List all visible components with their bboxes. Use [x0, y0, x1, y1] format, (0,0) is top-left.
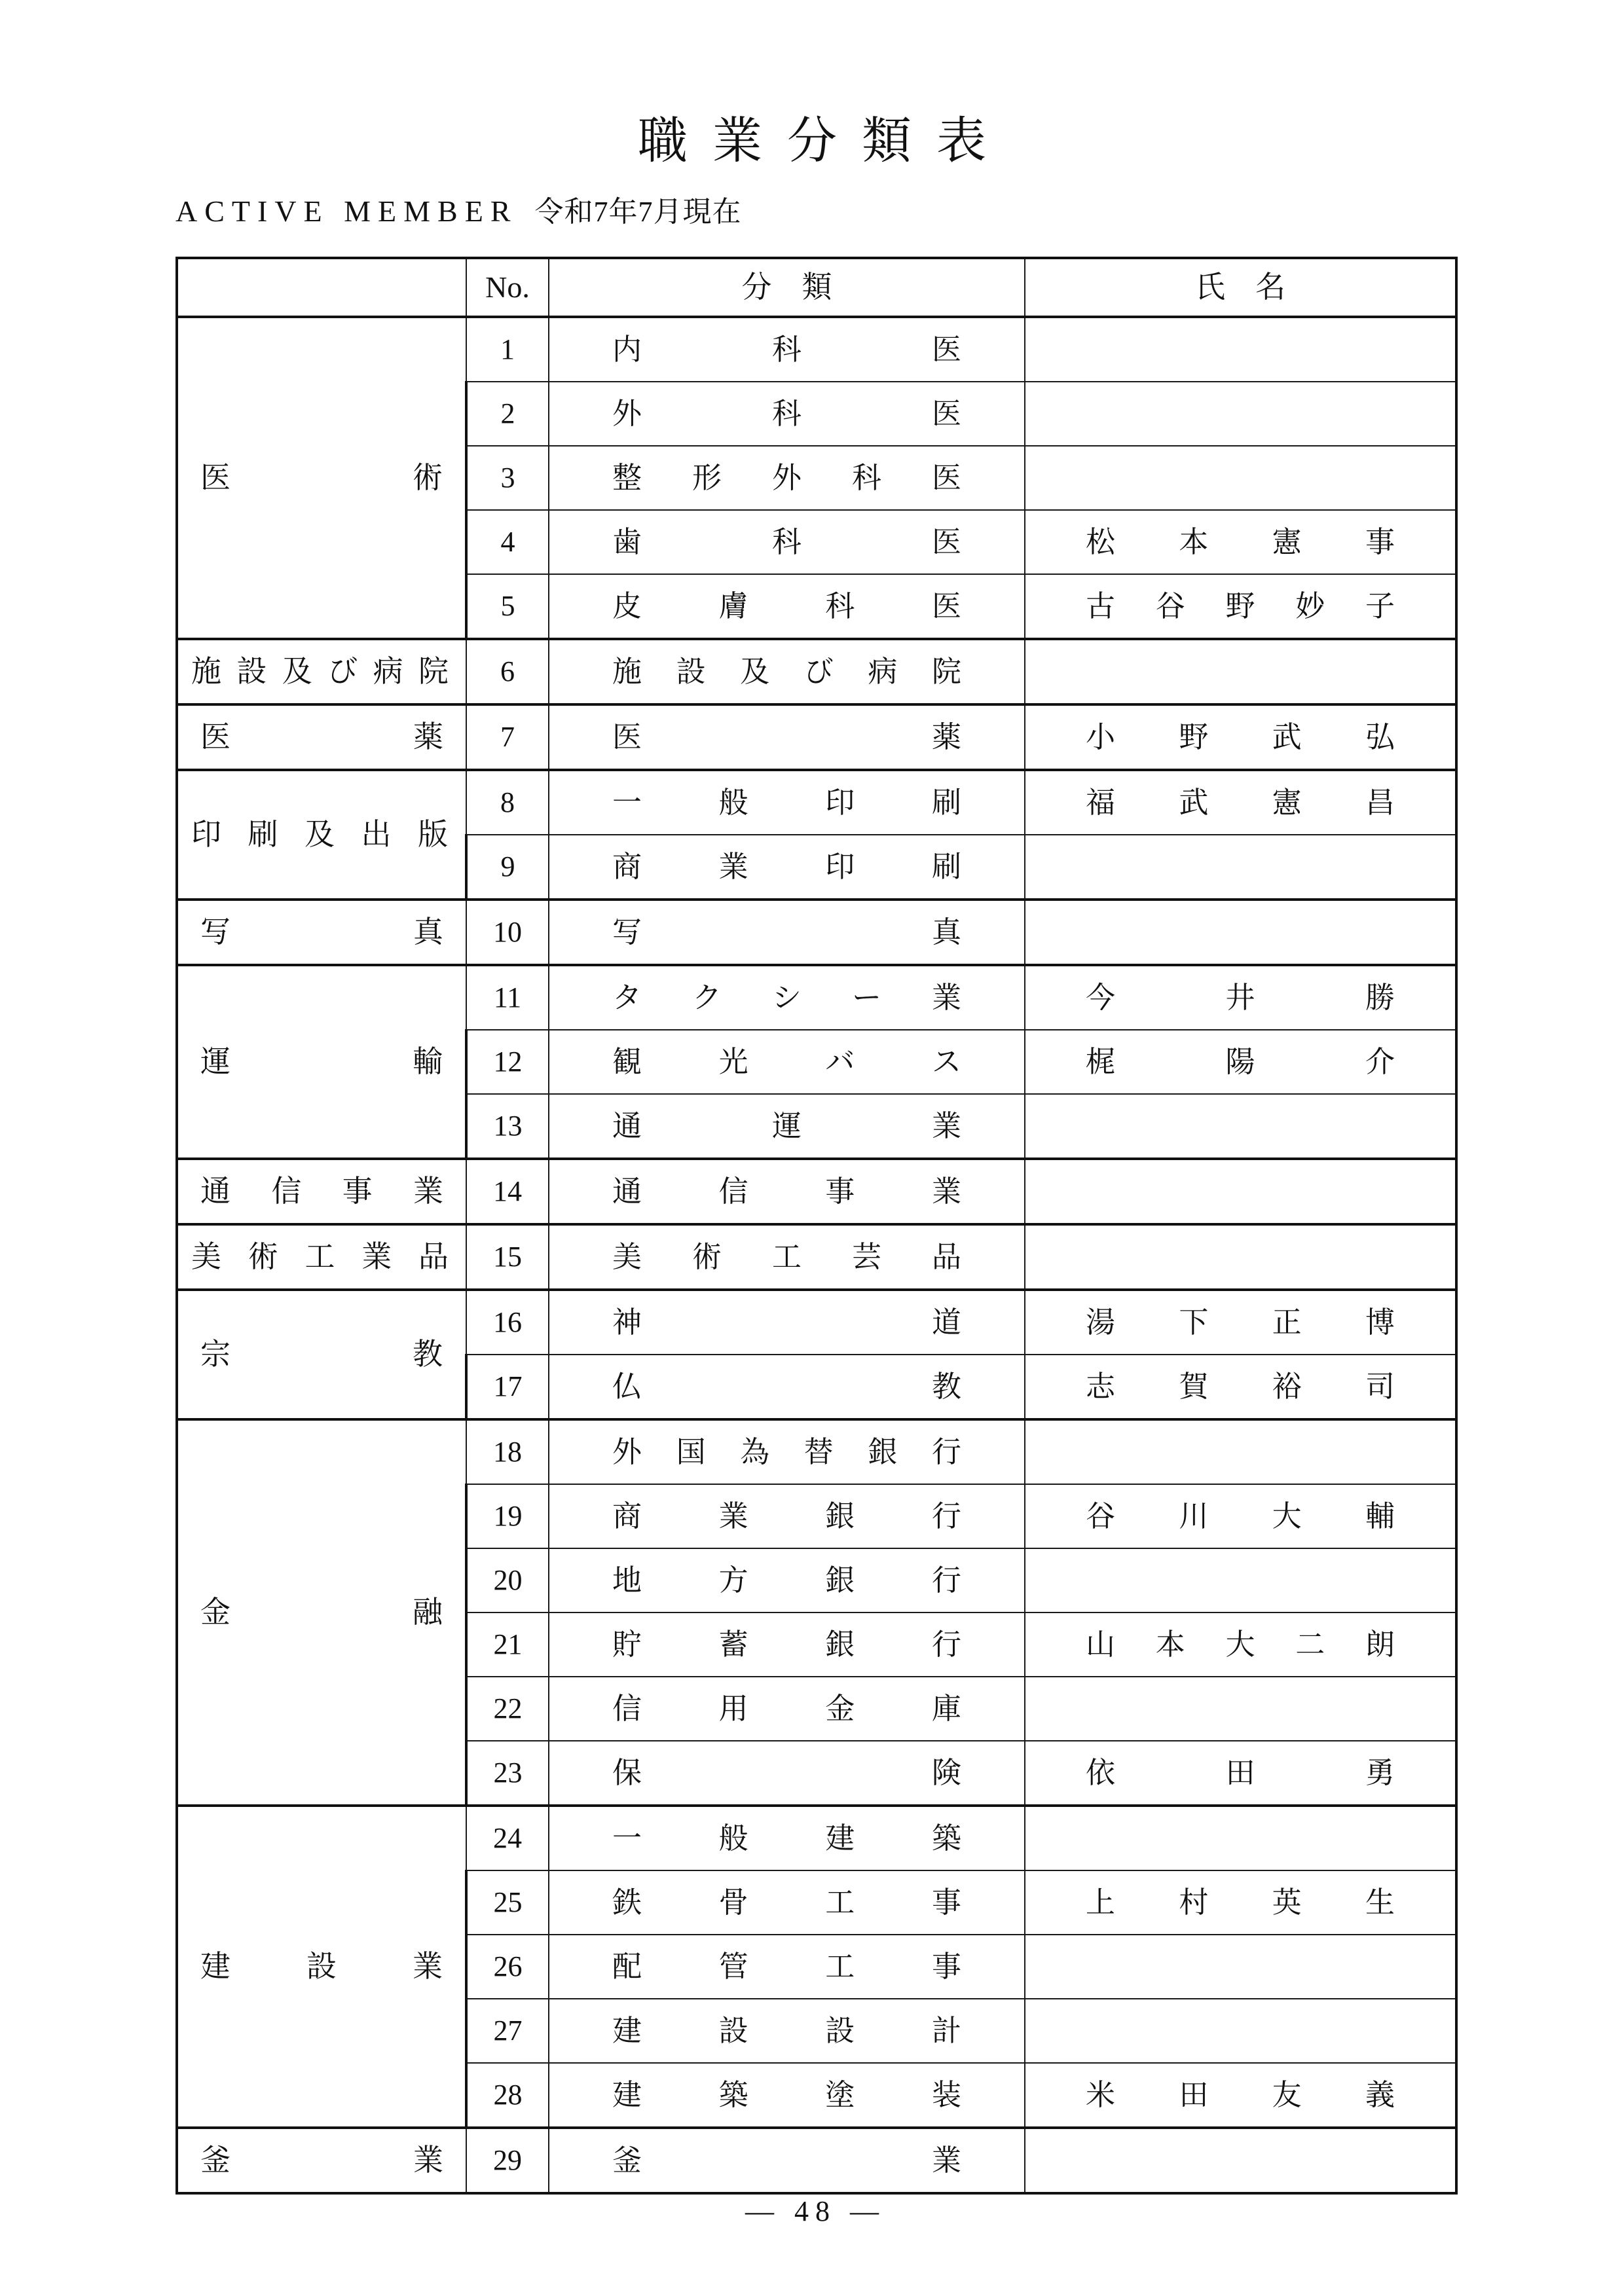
- row-classification: 施設及び病院: [549, 639, 1025, 704]
- row-number: 27: [466, 1999, 549, 2063]
- row-number: 9: [466, 835, 549, 900]
- row-classification: 整形外科医: [549, 446, 1025, 510]
- row-classification: 通運業: [549, 1094, 1025, 1159]
- table-row: [177, 2128, 1456, 2193]
- subtitle-date: 令和7年7月現在: [534, 196, 742, 228]
- row-name: 小野武弘: [1025, 704, 1456, 770]
- group-label-6: 通信事業: [177, 1159, 466, 1224]
- row-classification: 仏教: [549, 1355, 1025, 1419]
- row-name: [1025, 835, 1456, 900]
- row-classification: 外科医: [549, 382, 1025, 446]
- subtitle: [175, 196, 742, 227]
- row-name: 福武憲昌: [1025, 770, 1456, 835]
- group-label-11: 釜業: [177, 2128, 466, 2193]
- group-label-0: 医術: [177, 317, 466, 639]
- header-no: No.: [466, 258, 549, 317]
- row-number: 1: [466, 317, 549, 382]
- group-label-1: 施設及び病院: [177, 639, 466, 704]
- header-name: 氏名: [1025, 258, 1456, 317]
- row-classification: 写真: [549, 900, 1025, 965]
- row-number: 19: [466, 1484, 549, 1548]
- row-name: [1025, 446, 1456, 510]
- row-classification: 信用金庫: [549, 1677, 1025, 1741]
- row-name: 米田友義: [1025, 2063, 1456, 2128]
- row-classification: 内科医: [549, 317, 1025, 382]
- table-row: [177, 900, 1456, 965]
- row-name: 湯下正博: [1025, 1290, 1456, 1355]
- row-number: 7: [466, 704, 549, 770]
- table-row: [177, 1290, 1456, 1355]
- table-row: [177, 1224, 1456, 1290]
- row-number: 12: [466, 1030, 549, 1094]
- row-name: 今井勝: [1025, 965, 1456, 1030]
- table-row: [177, 965, 1456, 1030]
- table-row: [177, 1159, 1456, 1224]
- header-group: [177, 258, 466, 317]
- row-number: 13: [466, 1094, 549, 1159]
- row-name: [1025, 1419, 1456, 1484]
- row-classification: 釜業: [549, 2128, 1025, 2193]
- page-title: 職業分類表: [638, 114, 1011, 169]
- row-classification: 通信事業: [549, 1159, 1025, 1224]
- row-number: 18: [466, 1419, 549, 1484]
- table-row: [177, 317, 1456, 382]
- row-classification: 歯科医: [549, 510, 1025, 574]
- group-label-9: 金融: [177, 1419, 466, 1806]
- row-name: [1025, 317, 1456, 382]
- row-classification: 外国為替銀行: [549, 1419, 1025, 1484]
- row-classification: 鉄骨工事: [549, 1870, 1025, 1935]
- row-name: [1025, 900, 1456, 965]
- table-row: [177, 770, 1456, 835]
- row-classification: 医薬: [549, 704, 1025, 770]
- row-name: [1025, 1999, 1456, 2063]
- table-row: [177, 1806, 1456, 1870]
- row-number: 21: [466, 1613, 549, 1677]
- row-number: 5: [466, 574, 549, 639]
- row-name: [1025, 1548, 1456, 1613]
- row-number: 3: [466, 446, 549, 510]
- row-classification: 建築塗装: [549, 2063, 1025, 2128]
- row-name: [1025, 1224, 1456, 1290]
- row-classification: 美術工芸品: [549, 1224, 1025, 1290]
- row-classification: 一般印刷: [549, 770, 1025, 835]
- page-number: — 48 —: [745, 2195, 885, 2227]
- header-classification: 分類: [549, 258, 1025, 317]
- table-row: [177, 639, 1456, 704]
- group-label-2: 医薬: [177, 704, 466, 770]
- row-classification: タクシー業: [549, 965, 1025, 1030]
- row-name: [1025, 1677, 1456, 1741]
- row-number: 17: [466, 1355, 549, 1419]
- group-label-8: 宗教: [177, 1290, 466, 1419]
- row-name: 志賀裕司: [1025, 1355, 1456, 1419]
- row-number: 28: [466, 2063, 549, 2128]
- table-header-row: [177, 258, 1456, 317]
- row-classification: 皮膚科医: [549, 574, 1025, 639]
- row-number: 20: [466, 1548, 549, 1613]
- row-name: 谷川大輔: [1025, 1484, 1456, 1548]
- group-label-10: 建設業: [177, 1806, 466, 2128]
- row-number: 6: [466, 639, 549, 704]
- row-classification: 保険: [549, 1741, 1025, 1806]
- row-classification: 観光バス: [549, 1030, 1025, 1094]
- row-number: 16: [466, 1290, 549, 1355]
- row-number: 26: [466, 1935, 549, 1999]
- row-classification: 地方銀行: [549, 1548, 1025, 1613]
- row-name: [1025, 382, 1456, 446]
- row-name: 松本憲事: [1025, 510, 1456, 574]
- row-number: 2: [466, 382, 549, 446]
- row-number: 22: [466, 1677, 549, 1741]
- row-name: 古谷野妙子: [1025, 574, 1456, 639]
- row-classification: 建設設計: [549, 1999, 1025, 2063]
- row-name: [1025, 1806, 1456, 1870]
- row-name: [1025, 1094, 1456, 1159]
- row-classification: 商業銀行: [549, 1484, 1025, 1548]
- row-name: 依田勇: [1025, 1741, 1456, 1806]
- row-classification: 商業印刷: [549, 835, 1025, 900]
- row-classification: 配管工事: [549, 1935, 1025, 1999]
- row-number: 11: [466, 965, 549, 1030]
- row-name: [1025, 639, 1456, 704]
- table-row: [177, 704, 1456, 770]
- row-number: 24: [466, 1806, 549, 1870]
- group-label-7: 美術工業品: [177, 1224, 466, 1290]
- row-number: 14: [466, 1159, 549, 1224]
- row-number: 25: [466, 1870, 549, 1935]
- row-number: 29: [466, 2128, 549, 2193]
- row-classification: 一般建築: [549, 1806, 1025, 1870]
- subtitle-roman: ACTIVE MEMBER: [175, 194, 518, 228]
- row-number: 23: [466, 1741, 549, 1806]
- table-row: [177, 1419, 1456, 1484]
- occupation-classification-table: [175, 257, 1458, 2195]
- table-body: [177, 258, 1456, 2193]
- row-name: [1025, 2128, 1456, 2193]
- group-label-3: 印刷及出版: [177, 770, 466, 900]
- row-classification: 神道: [549, 1290, 1025, 1355]
- row-number: 8: [466, 770, 549, 835]
- row-number: 10: [466, 900, 549, 965]
- row-name: [1025, 1159, 1456, 1224]
- row-classification: 貯蓄銀行: [549, 1613, 1025, 1677]
- group-label-4: 写真: [177, 900, 466, 965]
- row-name: 上村英生: [1025, 1870, 1456, 1935]
- row-name: 梶陽介: [1025, 1030, 1456, 1094]
- row-number: 15: [466, 1224, 549, 1290]
- group-label-5: 運輸: [177, 965, 466, 1159]
- row-name: 山本大二朗: [1025, 1613, 1456, 1677]
- row-name: [1025, 1935, 1456, 1999]
- row-number: 4: [466, 510, 549, 574]
